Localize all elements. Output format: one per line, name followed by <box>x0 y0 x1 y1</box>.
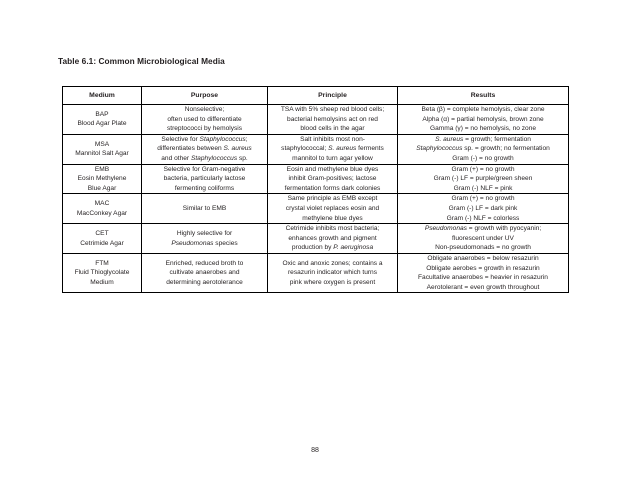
purpose-lines: Selective for Staphylococcus; differentiates between S. aureus and other Staphylococcus sp. <box>157 135 252 162</box>
column-header-results: Results <box>398 87 569 105</box>
medium-lines: MSA Mannitol Salt Agar <box>75 140 129 158</box>
cell-principle <box>268 194 398 224</box>
cell-medium <box>63 224 142 254</box>
medium-lines: FTM Fluid Thioglycolate Medium <box>74 259 130 286</box>
principle-lines: Cetrimide inhibits most bacteria; enhances growth and pigment production by P. aeruginosa <box>285 225 380 252</box>
cell-principle <box>268 253 398 292</box>
table-body <box>63 105 569 293</box>
cell-medium <box>63 164 142 194</box>
principle-lines: Salt inhibits most non- staphylococcal; S. aureus ferments mannitol to turn agar yellow <box>281 135 384 162</box>
purpose-lines: Highly selective for Pseudomonas species <box>171 229 238 247</box>
cell-purpose <box>142 164 268 194</box>
table-row <box>63 224 569 254</box>
column-header-medium: Medium <box>63 87 142 105</box>
cell-results <box>398 164 569 194</box>
cell-principle <box>268 105 398 135</box>
purpose-lines: Nonselective; often used to differentiate streptococci by hemolysis <box>166 106 243 133</box>
cell-principle <box>268 224 398 254</box>
cell-purpose <box>142 194 268 224</box>
medium-lines: EMB Eosin Methylene Blue Agar <box>77 165 127 192</box>
cell-results <box>398 105 569 135</box>
column-header-principle: Principle <box>268 87 398 105</box>
table-row <box>63 164 569 194</box>
cell-purpose <box>142 224 268 254</box>
table-row <box>63 194 569 224</box>
medium-lines: MAC MacConkey Agar <box>76 200 128 217</box>
results-lines: Pseudomonas = growth with pyocyanin; fluorescent under UV Non-pseudomonads = no growth <box>424 225 542 252</box>
purpose-lines: Enriched, reduced broth to cultivate anaerobes and determining aerotolerance <box>165 259 244 286</box>
cell-purpose <box>142 134 268 164</box>
column-header-purpose: Purpose <box>142 87 268 105</box>
table-row <box>63 253 569 292</box>
common-microbiological-media-table <box>62 86 569 293</box>
principle-lines: Same principle as EMB except crystal violet replaces eosin and methylene blue dyes <box>285 195 380 222</box>
cell-medium <box>63 194 142 224</box>
cell-purpose <box>142 253 268 292</box>
cell-medium <box>63 134 142 164</box>
cell-results <box>398 253 569 292</box>
cell-results <box>398 134 569 164</box>
results-lines: Beta (β) = complete hemolysis, clear zone Alpha (α) = partial hemolysis, brown zone Gamma (γ) = no hemolysis, no zone <box>421 106 545 133</box>
cell-results <box>398 194 569 224</box>
medium-lines: CET Cetrimide Agar <box>80 229 124 247</box>
purpose-lines: Similar to EMB <box>182 204 227 212</box>
table-row <box>63 105 569 135</box>
cell-medium <box>63 253 142 292</box>
principle-lines: Eosin and methylene blue dyes inhibit Gram-positives; lactose fermentation forms dark colonies <box>284 165 381 192</box>
cell-medium <box>63 105 142 135</box>
results-lines: Gram (+) = no growth Gram (-) LF = purple/green sheen Gram (-) NLF = pink <box>433 165 533 192</box>
table-caption: Table 6.1: Common Microbiological Media <box>58 56 225 66</box>
table-row <box>63 134 569 164</box>
results-lines: Gram (+) = no growth Gram (-) LF = dark pink Gram (-) NLF = colorless <box>446 195 520 222</box>
cell-purpose <box>142 105 268 135</box>
cell-principle <box>268 164 398 194</box>
results-lines: Obligate anaerobes = below resazurin Obligate aerobes = growth in resazurin Facultative anaerobes = heavier in resazurin Aerotolerant = even growth throughout <box>418 254 548 291</box>
cell-results <box>398 224 569 254</box>
cell-principle <box>268 134 398 164</box>
table-header <box>63 87 569 105</box>
purpose-lines: Selective for Gram-negative bacteria, particularly lactose fermenting coliforms <box>163 165 246 192</box>
principle-lines: Oxic and anoxic zones; contains a resazurin indicator which turns pink where oxygen is present <box>282 259 383 286</box>
medium-lines: BAP Blood Agar Plate <box>77 110 127 128</box>
page-number: 88 <box>311 447 319 454</box>
table-header-row <box>63 87 569 105</box>
principle-lines: TSA with 5% sheep red blood cells; bacterial hemolysins act on red blood cells in the agar <box>280 106 385 133</box>
results-lines: S. aureus = growth; fermentation Staphylococcus sp. = growth; no fermentation Gram (-) = no growth <box>416 135 550 162</box>
